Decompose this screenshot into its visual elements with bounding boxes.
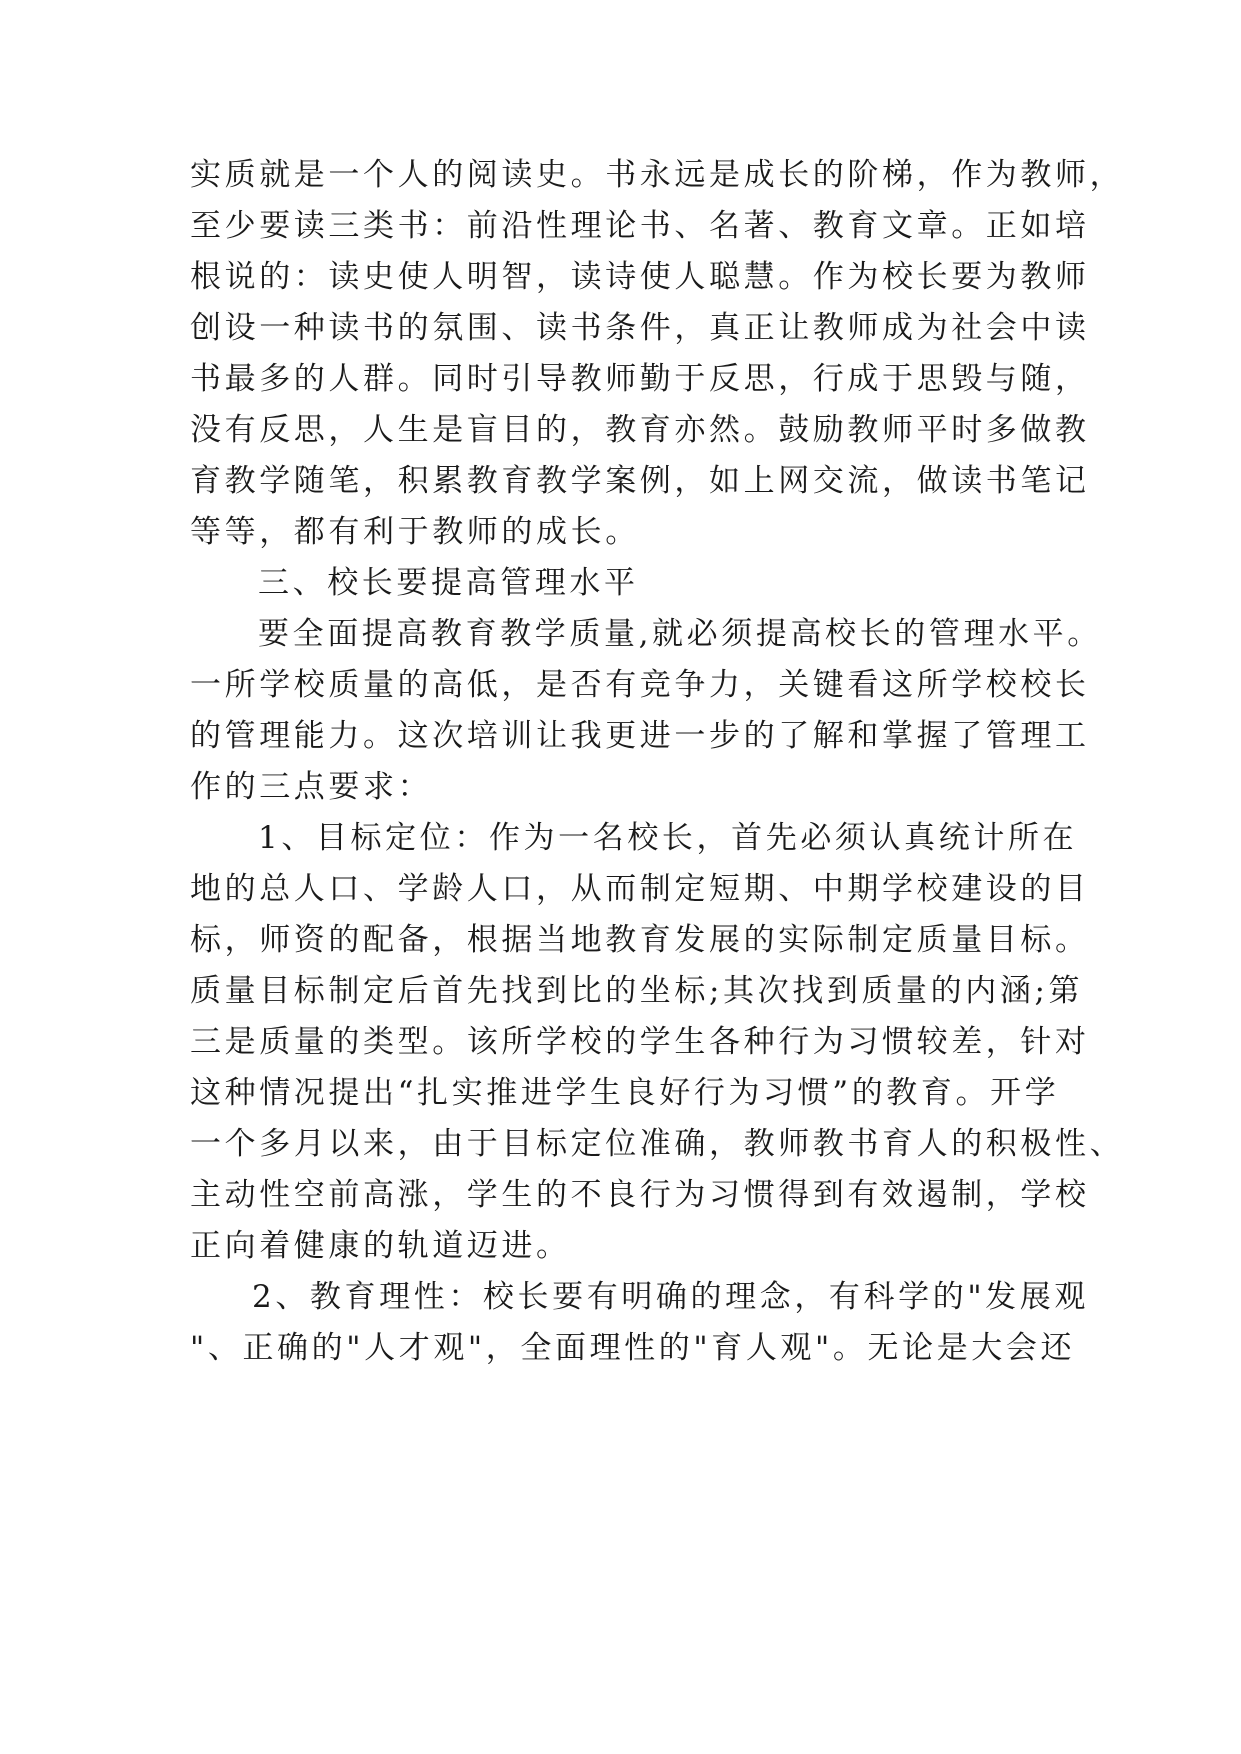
numbered-item-line: 1、目标定位：作为一名校长，首先必须认真统计所在	[258, 820, 1078, 856]
body-text-line: 创设一种读书的氛围、读书条件，真正让教师成为社会中读	[190, 310, 1090, 346]
body-text-line: 没有反思，人生是盲目的，教育亦然。鼓励教师平时多做教	[190, 412, 1090, 448]
body-text-line: 至少要读三类书：前沿性理论书、名著、教育文章。正如培	[190, 208, 1090, 244]
body-text-line: 地的总人口、学龄人口，从而制定短期、中期学校建设的目	[190, 871, 1090, 907]
body-text-line: 作的三点要求：	[190, 769, 433, 805]
body-text-line: 的管理能力。这次培训让我更进一步的了解和掌握了管理工	[190, 718, 1090, 754]
body-text-line: 正向着健康的轨道迈进。	[190, 1228, 571, 1264]
body-text-line: 这种情况提出“扎实推进学生良好行为习惯”的教育。开学	[190, 1075, 1060, 1111]
body-text-line: 一所学校质量的高低，是否有竞争力，关键看这所学校校长	[190, 667, 1090, 703]
body-text-line: 要全面提高教育教学质量,就必须提高校长的管理水平。	[258, 616, 1102, 652]
body-text-line: 质量目标制定后首先找到比的坐标;其次找到质量的内涵;第	[190, 973, 1084, 1009]
body-text-line: 实质就是一个人的阅读史。书永远是成长的阶梯，作为教师，	[190, 157, 1125, 193]
body-text-line: 等等，都有利于教师的成长。	[190, 514, 640, 550]
body-text-line: 标，师资的配备，根据当地教育发展的实际制定质量目标。	[190, 922, 1090, 958]
body-text-line: 三是质量的类型。该所学校的学生各种行为习惯较差，针对	[190, 1024, 1090, 1060]
numbered-item-line: 2、教育理性：校长要有明确的理念，有科学的"发展观	[252, 1279, 1089, 1315]
section-heading: 三、校长要提高管理水平	[258, 565, 639, 601]
body-text-line: 书最多的人群。同时引导教师勤于反思，行成于思毁与随，	[190, 361, 1090, 397]
body-text-line: 主动性空前高涨，学生的不良行为习惯得到有效遏制，学校	[190, 1177, 1090, 1213]
body-text-line: 一个多月以来，由于目标定位准确，教师教书育人的积极性、	[190, 1126, 1125, 1162]
body-text-line: 育教学随笔，积累教育教学案例，如上网交流，做读书笔记	[190, 463, 1090, 499]
body-text-line: "、正确的"人才观"，全面理性的"育人观"。无论是大会还	[190, 1330, 1076, 1366]
body-text-line: 根说的：读史使人明智，读诗使人聪慧。作为校长要为教师	[190, 259, 1090, 295]
